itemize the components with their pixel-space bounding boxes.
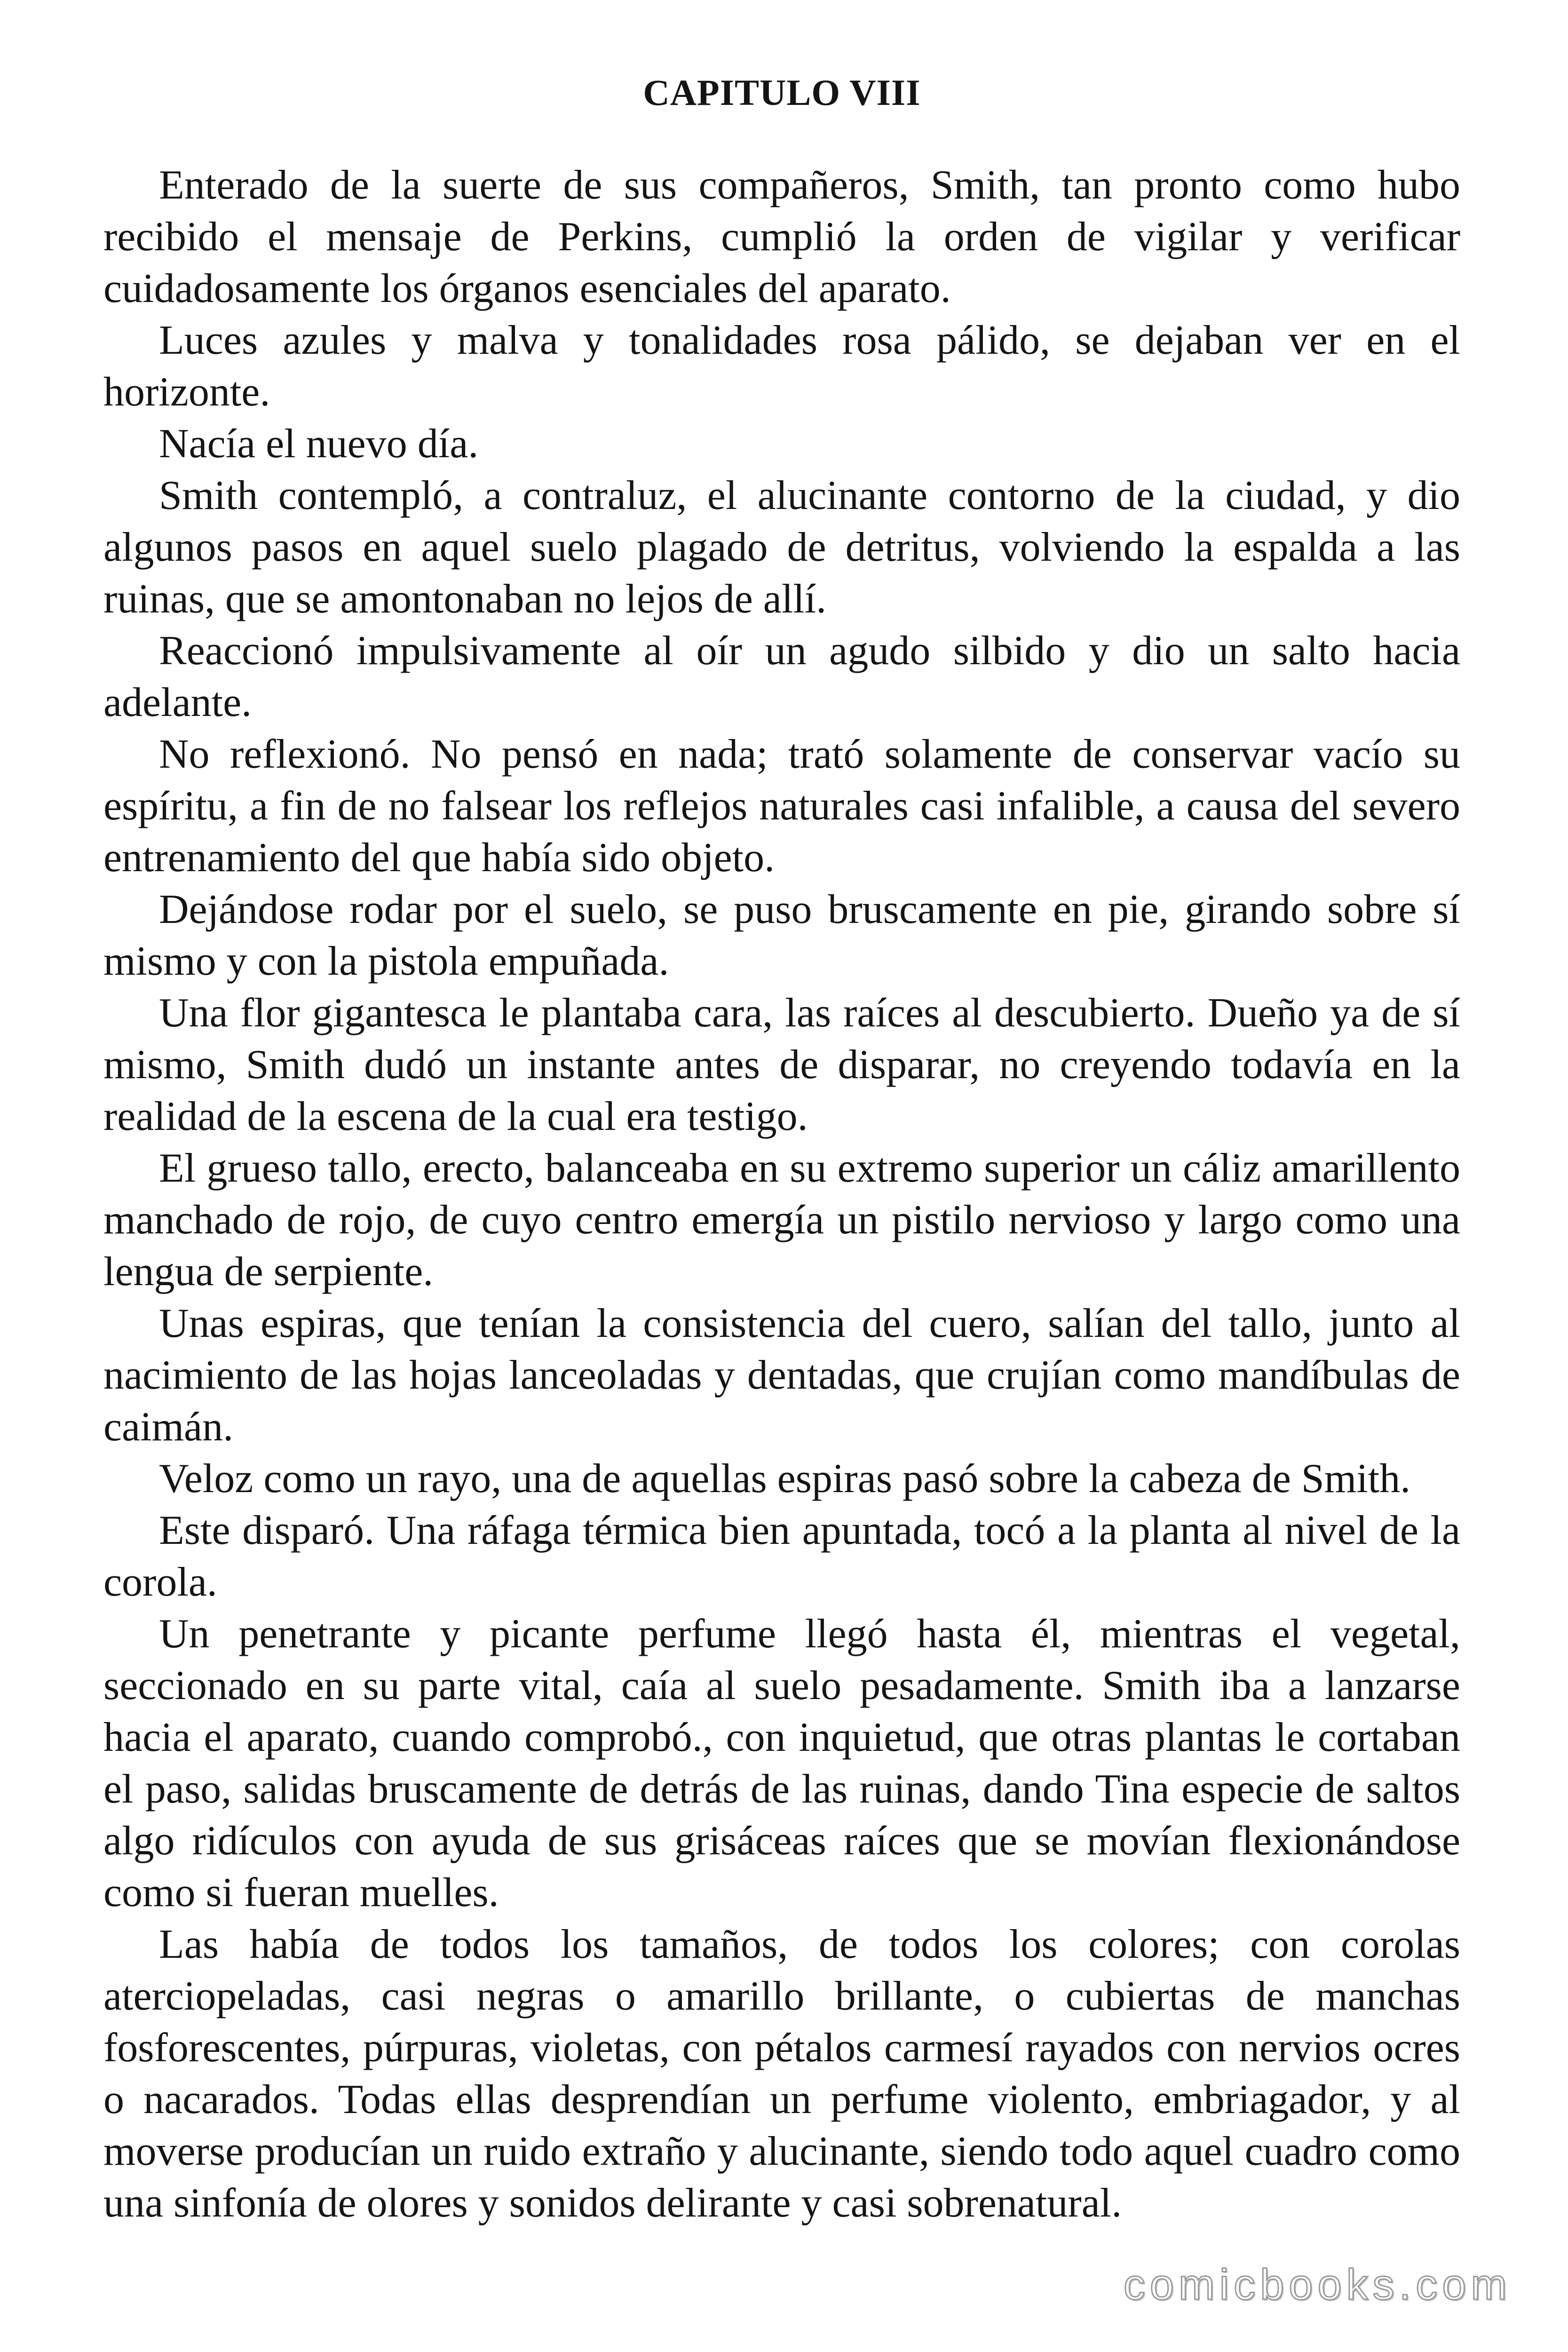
paragraph: Una flor gigantesca le plantaba cara, las raíces al descubierto. Dueño ya de sí mismo, Smith dudó un instante antes de disparar, no creyendo todavía en la realidad de la escena de la cual era testigo. [103, 990, 1460, 1139]
paragraph: Unas espiras, que tenían la consistencia del cuero, salían del tallo, junto al nacimiento de las hojas lanceoladas y dentadas, que crujían como mandíbulas de caimán. [103, 1300, 1460, 1450]
chapter-title: CAPITULO VIII [643, 72, 921, 113]
paragraph: Un penetrante y picante perfume llegó hasta él, mientras el vegetal, seccionado en su parte vital, caía al suelo pesadamente. Smith iba a lanzarse hacia el aparato, cuando comprobó., con inquietud, que otras plantas le cortaban el paso, salidas bruscamente de detrás de las ruinas, dando Tina especie de saltos algo ridículos con ayuda de sus grisáceas raíces que se movían flexionándose como si fueran muelles. [103, 1611, 1460, 1915]
chapter-body [103, 159, 1460, 2229]
watermark: comicbooks.com [1123, 2261, 1512, 2309]
paragraph: Nacía el nuevo día. [159, 421, 479, 467]
paragraph: Enterado de la suerte de sus compañeros, Smith, tan pronto como hubo recibido el mensaje de Perkins, cumplió la orden de vigilar y verificar cuidadosamente los órganos esenciales del aparato. [103, 162, 1460, 311]
paragraph: Smith contempló, a contraluz, el alucinante contorno de la ciudad, y dio algunos pasos en aquel suelo plagado de detritus, volviendo la espalda a las ruinas, que se amontonaban no lejos de allí. [103, 472, 1460, 622]
paragraph: Dejándose rodar por el suelo, se puso bruscamente en pie, girando sobre sí mismo y con la pistola empuñada. [103, 886, 1460, 984]
paragraph: Veloz como un rayo, una de aquellas espiras pasó sobre la cabeza de Smith. [159, 1455, 1411, 1502]
paragraph: Reaccionó impulsivamente al oír un agudo silbido y dio un salto hacia adelante. [103, 628, 1460, 725]
paragraph: Luces azules y malva y tonalidades rosa pálido, se dejaban ver en el horizonte. [103, 317, 1460, 415]
document-page [103, 71, 1460, 2229]
paragraph: Este disparó. Una ráfaga térmica bien apuntada, tocó a la planta al nivel de la corola. [103, 1507, 1460, 1605]
paragraph: El grueso tallo, erecto, balanceaba en su extremo superior un cáliz amarillento manchado de rojo, de cuyo centro emergía un pistilo nervioso y largo como una lengua de serpiente. [103, 1145, 1460, 1295]
paragraph: Las había de todos los tamaños, de todos los colores; con corolas aterciopeladas, casi negras o amarillo brillante, o cubiertas de manchas fosforescentes, púrpuras, violetas, con pétalos carmesí rayados con nervios ocres o nacarados. Todas ellas desprendían un perfume violento, embriagador, y al moverse producían un ruido extraño y alucinante, siendo todo aquel cuadro como una sinfonía de olores y sonidos delirante y casi sobrenatural. [103, 1921, 1460, 2226]
paragraph: No reflexionó. No pensó en nada; trató solamente de conservar vacío su espíritu, a fin de no falsear los reflejos naturales casi infalible, a causa del severo entrenamiento del que había sido objeto. [103, 731, 1460, 881]
